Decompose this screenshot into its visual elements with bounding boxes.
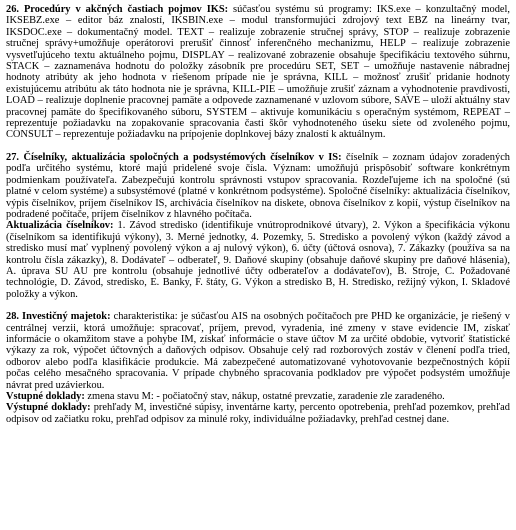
subsection-heading: Aktualizácia číselníkov:: [6, 220, 114, 232]
section-paragraph: [6, 311, 510, 391]
section-body: číselník – zoznam údajov zoradených podľa určitého systému, ktoré majú pridelené svoje čísla. Význam: umožňujú prispôsobiť software konkrétnym podmienkam používateľa. Zabezpečujú kontrolu správnosti vstupov spracovania. Rozdeľujeme ich na spoločné (sú platné v celom systéme) a subsystémové (platné v konkrétnom podsystéme). Spoločné číselníky: aktualizácia číselníkov, výpis číselníkov, príjem číselníkov IS, archivácia číselníkov na diskete, obnova číselníkov z kopií, výstup číselníkov na podradené počítače, príjem číselníkov z hlavného počítača.: [6, 151, 510, 220]
subsection-paragraph: [6, 391, 510, 402]
section-26: [6, 4, 510, 141]
subsection-heading: Výstupné doklady:: [6, 402, 91, 414]
subsection-paragraph: [6, 220, 510, 300]
subsection-body: zmena stavu M: - počiatočný stav, nákup, ostatné prevzatie, zaradenie zle zaradeného.: [84, 391, 445, 402]
section-paragraph: [6, 152, 510, 220]
subsection-body: prehľady M, investičné súpisy, inventárne karty, percento opotrebenia, prehľad pozemkov, prehľad odpisov od začiatku roku, prehľad odpisov za minulé roky, individuálne požiadavky, prehľad cestnej dane.: [6, 402, 510, 425]
subsection-body: 1. Závod stredisko (identifikuje vnútroprodnikové útvary), 2. Výkon a špecifikácia výkonu (číselníkom sa identifikujú výkony), 3. Merné jednotky, 4. Pozemky, 5. Stredisko a povolený výkon (každý závod a stredisko musí mať vyplnený povolený výkon a aj nulový výkon), 6. účty (účtová osnova), 7. Zákazky (používa sa na kontrolu čísla zákazky), 8. Dodávateľ – odberateľ, 9. Daňové skupiny (obsahuje daňové skupiny pre daňové hlásenia), A. úprava SU AU pre kontrolu (obsahuje jednotlivé účty odberateľov a dodávateľov), B. Stroje, C. Požadované technológie, D. Závod, stredisko, E. Banky, F. štáty, G. Výkon a stredisko B, H. Stredisko, režijný výkon, I. Skladové položky a výkon.: [6, 220, 510, 300]
section-body: súčasťou systému sú programy: IKS.exe – konzultačný model, IKSEBZ.exe – editor báz znalostí, IKSBIN.exe – modul transformujúci zdrojový text EBZ na lineárny tvar, IKSDOC.exe – dokumentačný model. TEXT – realizuje zobrazenie stručnej správy, STOP – realizuje zobrazenie stručnej správy+umožňuje operátorovi prerušiť činnosť inferenčného mechanizmu, HELP – realizuje zobrazenie vysvetľujúceho textu aktuálneho pojmu, DISPLAY – realizované zobrazenie obsahuje špecifikáciu textového súhrnu, STACK – zaznamenáva hodnotu do položky zásobník pre procedúru SET, SET – umožňuje nastavenie nábradnej hodnoty atribúty ak jeho hodnota v riešenom prípade nie je správna, KILL – možnosť zrušiť pridanie hodnoty existujúcemu atribútu ak táto hodnota nie je správna, KILL-PIE – umožňuje zrušiť záznam a vyhodnotenie pravdivosti, LOAD – realizuje doplnenie pracovnej pamäte a odpovede zaznamenané v uzlovom súbore, SAVE – uloží aktuálny stav pracovnej pamäte do špecifikovaného súboru, SYSTEM – aktivuje komunikáciu s operačným systémom, REPEAT – reprezentuje požiadavku na zopakovanie spracovania časti škôr vyhodnoteného úseku siete od zvoleného pojmu, CONSULT – reprezentuje požiadavku na prípojenie doplnkovej bázy znalostí k aktuálnym.: [6, 4, 510, 141]
section-heading: 27. Číselníky, aktualizácia spoločných a podsystémových číselníkov v IS:: [6, 151, 342, 163]
subsection-heading: Vstupné doklady:: [6, 391, 85, 402]
section-28: [6, 311, 510, 425]
section-body: charakteristika: je súčasťou AIS na osobných počítačoch pre PHD ke organizácie, je riešený v centrálnej verzii, ktorá umožňuje: spracovať, príjem, prevod, vyradenia, iné zmeny v stave evidencie IM, získať informácie o okamžitom stave a pohybe IM, získať informácie o stave účtov M za určité obdobie, vytvoriť štatistické výkazy za rok, výpočet účtovných a daňových odpisov. Obsahuje celý rad rozborových zostáv v členení podľa tried, odborov alebo podľa klasifikácie produkcie. Má zabezpečené automatizované vyhotovovanie bezpečnostných kópií počas celého mesačného spracovania. V prípade chybného spracovania podkladov pre výpočet podsystém umožňuje návrat pred uzávierkou.: [6, 311, 510, 391]
section-27: [6, 152, 510, 300]
section-heading: 26. Procedúry v akčných častiach pojmov IKS:: [6, 4, 229, 15]
subsection-paragraph: [6, 402, 510, 425]
section-heading: 28. Investičný majetok:: [6, 311, 111, 323]
section-paragraph: [6, 4, 510, 141]
